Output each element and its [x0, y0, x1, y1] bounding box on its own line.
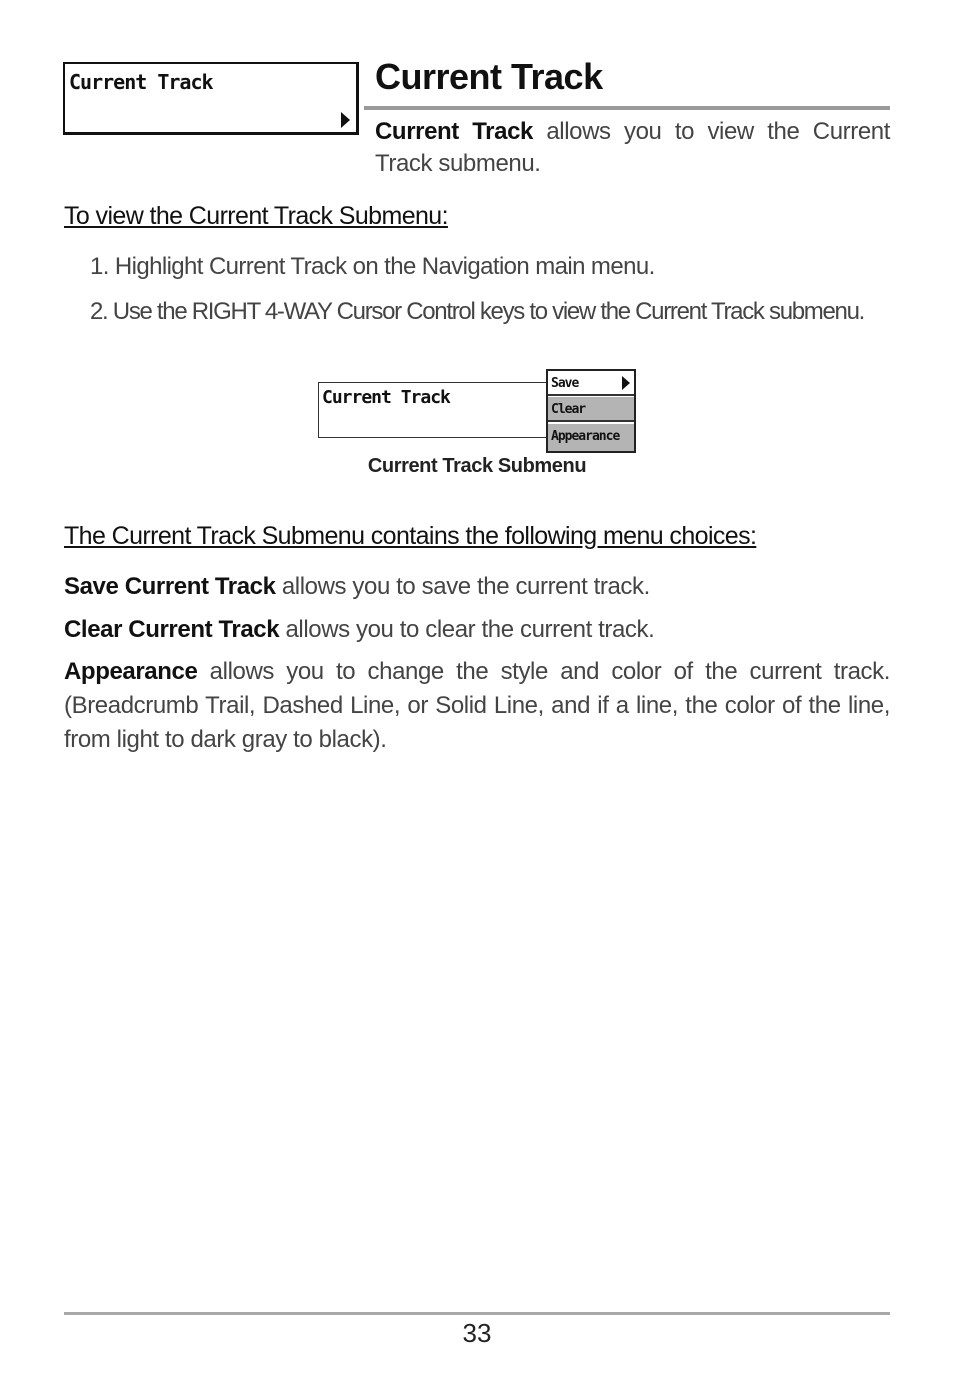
page-title: Current Track [375, 56, 603, 97]
choice-clear-text: allows you to clear the current track. [279, 616, 655, 643]
page-number: 33 [462, 1318, 492, 1348]
intro-term: Current Track [375, 118, 533, 145]
figure-submenu [546, 369, 636, 453]
choice-appearance [64, 655, 890, 757]
submenu-save-label: Save [551, 376, 579, 391]
figure-main-menu [318, 382, 549, 438]
figure-caption: Current Track Submenu [367, 455, 587, 477]
menu-box-label: Current Track [69, 70, 213, 94]
step-2: 2. Use the RIGHT 4-WAY Cursor Control keys to view the Current Track submenu. [90, 298, 864, 325]
section-heading-view-submenu: To view the Current Track Submenu: [64, 202, 448, 230]
choice-clear [64, 613, 890, 647]
title-divider [364, 106, 890, 110]
current-track-menu-box [63, 62, 359, 135]
choice-save [64, 570, 890, 604]
arrow-right-icon [341, 112, 350, 128]
step-1: 1. Highlight Current Track on the Navigation main menu. [90, 253, 655, 280]
arrow-right-icon [622, 376, 630, 390]
choice-clear-term: Clear Current Track [64, 616, 280, 643]
intro-paragraph [375, 116, 890, 180]
submenu-item-appearance: Appearance [548, 424, 634, 451]
choice-save-term: Save Current Track [64, 573, 276, 600]
submenu-item-clear: Clear [548, 397, 634, 422]
section-heading-menu-choices: The Current Track Submenu contains the following menu choices: [64, 522, 757, 550]
submenu-item-save [548, 371, 634, 396]
choice-save-text: allows you to save the current track. [275, 573, 650, 600]
footer-divider [64, 1312, 890, 1315]
choice-appearance-text: allows you to change the style and color of the current track. (Breadcrumb Trail, Dashed Line, or Solid Line, and if a line, the color of the line, from light to dark gray to black). [64, 658, 890, 753]
intro-text: allows you to view the Current Track submenu. [375, 118, 890, 177]
choice-appearance-term: Appearance [64, 658, 198, 685]
figure-main-label: Current Track [322, 387, 450, 408]
